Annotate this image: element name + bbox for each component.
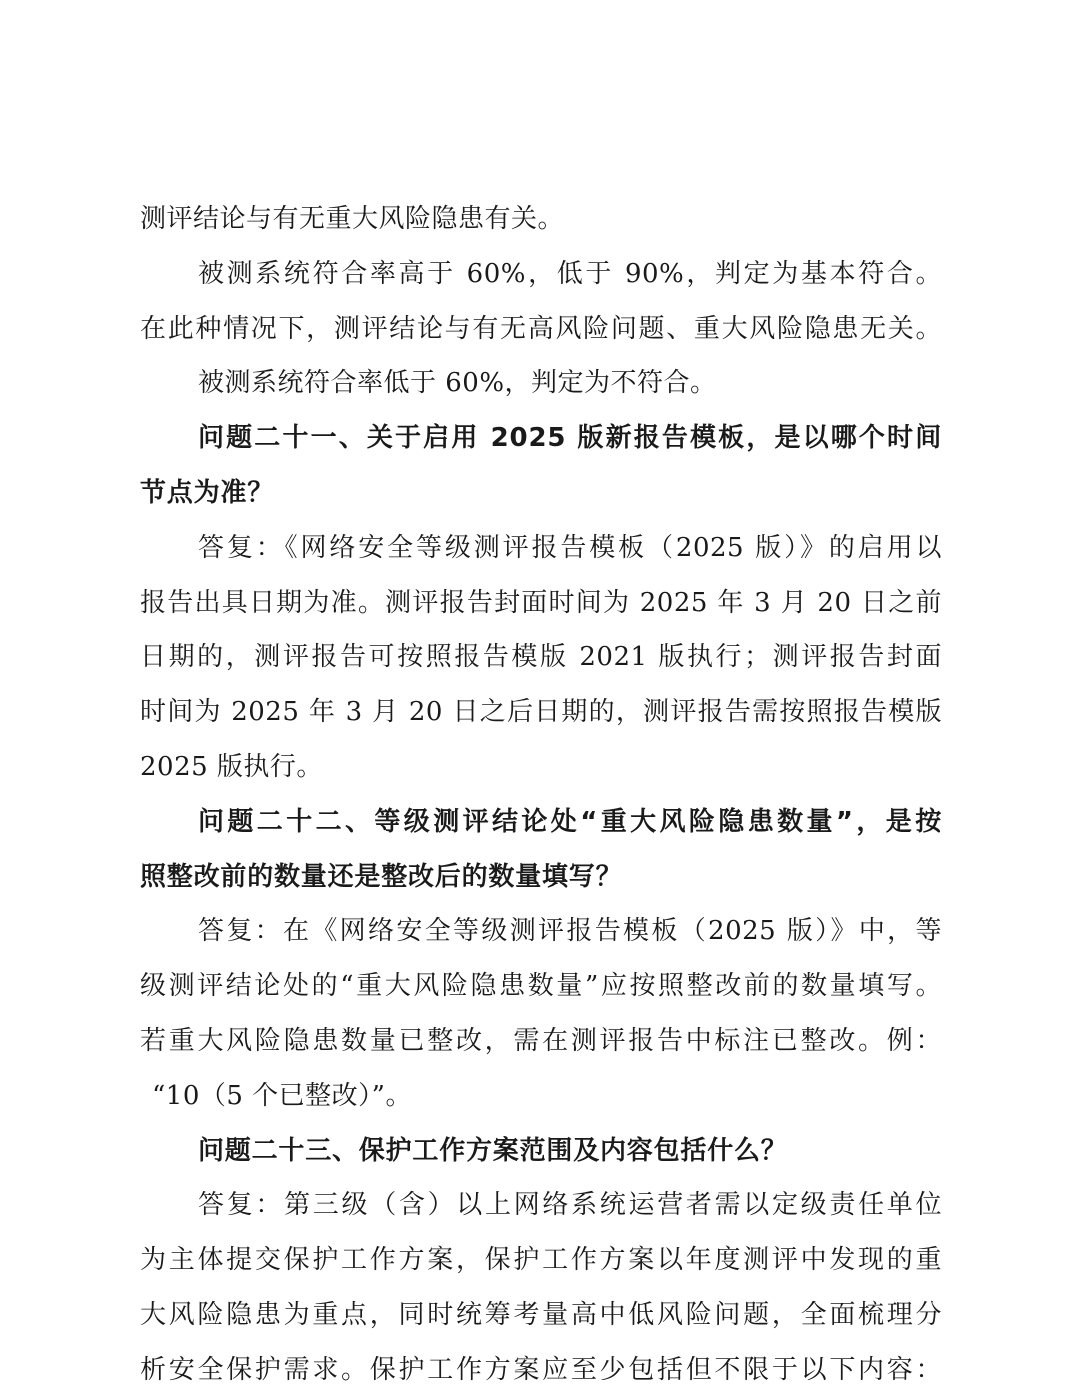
- answer-line: 日期的，测评报告可按照报告模版 2021 版执行；测评报告封面: [140, 642, 942, 673]
- question-heading: 问题二十一、关于启用 2025 版新报告模板，是以哪个时间: [198, 423, 942, 454]
- paragraph-line: 测评结论与有无重大风险隐患有关。: [140, 204, 565, 234]
- paragraph-line: 被测系统符合率高于 60%，低于 90%，判定为基本符合。: [198, 258, 942, 289]
- answer-line: “10（5 个已整改）”。: [152, 1080, 412, 1111]
- answer-line: 答复：《网络安全等级测评报告模板（2025 版）》的启用以: [198, 532, 942, 563]
- answer-line: 2025 版执行。: [140, 751, 323, 782]
- answer-line: 为主体提交保护工作方案，保护工作方案以年度测评中发现的重: [140, 1245, 942, 1276]
- answer-line: 时间为 2025 年 3 月 20 日之后日期的，测评报告需按照报告模版: [140, 697, 942, 728]
- paragraph-line: 被测系统符合率低于 60%，判定为不符合。: [198, 368, 717, 399]
- answer-line: 级测评结论处的“重大风险隐患数量”应按照整改前的数量填写。: [140, 971, 942, 1002]
- document-page: [140, 192, 942, 1398]
- question-heading: 问题二十三、保护工作方案范围及内容包括什么？: [198, 1135, 788, 1166]
- question-heading: 节点为准？: [140, 477, 275, 508]
- answer-line: 报告出具日期为准。测评报告封面时间为 2025 年 3 月 20 日之前: [140, 587, 942, 618]
- answer-line: 大风险隐患为重点，同时统筹考量高中低风险问题，全面梳理分: [140, 1299, 942, 1330]
- paragraph-line: 在此种情况下，测评结论与有无高风险问题、重大风险隐患无关。: [140, 313, 942, 344]
- answer-line: 若重大风险隐患数量已整改，需在测评报告中标注已整改。例：: [140, 1025, 942, 1056]
- answer-line: 答复：在《网络安全等级测评报告模板（2025 版）》中，等: [198, 916, 942, 947]
- answer-line: 析安全保护需求。保护工作方案应至少包括但不限于以下内容：: [140, 1354, 942, 1385]
- answer-line: 答复：第三级（含）以上网络系统运营者需以定级责任单位: [198, 1190, 942, 1221]
- question-heading: 问题二十二、等级测评结论处“重大风险隐患数量”，是按: [198, 806, 942, 837]
- question-heading: 照整改前的数量还是整改后的数量填写？: [140, 861, 623, 892]
